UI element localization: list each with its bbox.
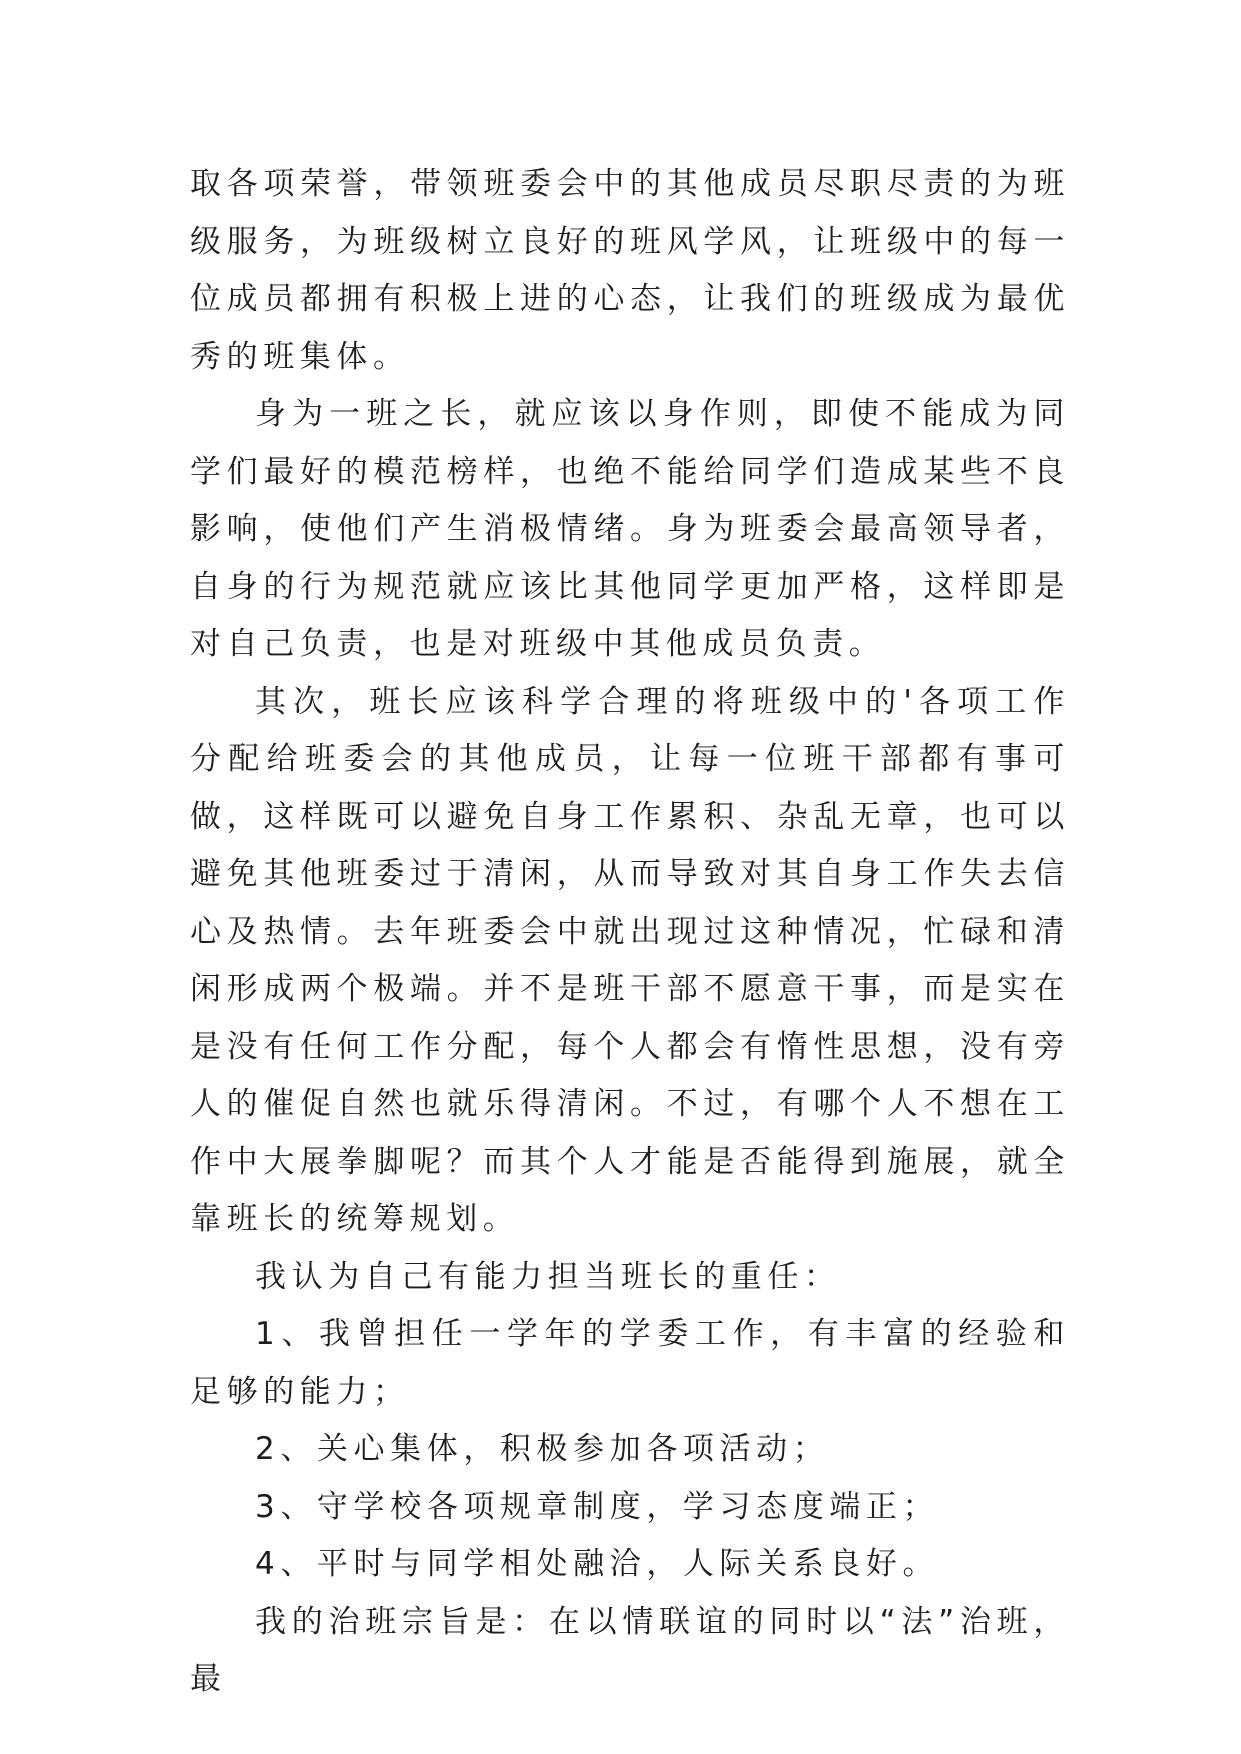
paragraph-4: 我认为自己有能力担当班长的重任： xyxy=(255,1258,841,1295)
document-body xyxy=(190,156,1070,1709)
paragraph-5: 我的治班宗旨是：在以情联谊的同时以“法”治班，最 xyxy=(190,1603,1070,1697)
list-item-4: 4、平时与同学相处融洽，人际关系良好。 xyxy=(255,1546,940,1582)
paragraph-1: 取各项荣誉，带领班委会中的其他成员尽职尽责的为班级服务，为班级树立良好的班风学风，让班级中的每一位成员都拥有积极上进的心态，让我们的班级成为最优秀的班集体。 xyxy=(190,166,1070,375)
paragraph-2: 身为一班之长，就应该以身作则，即使不能成为同学们最好的模范榜样，也绝不能给同学们造成某些不良影响，使他们产生消极情绪。身为班委会最高领导者，自身的行为规范就应该比其他同学更加严格，这样即是对自己负责，也是对班级中其他成员负责。 xyxy=(190,396,1070,662)
list-item-3: 3、守学校各项规章制度，学习态度端正； xyxy=(255,1488,940,1525)
paragraph-3: 其次，班长应该科学合理的将班级中的'各项工作分配给班委会的其他成员，让每一位班干部都有事可做，这样既可以避免自身工作累积、杂乱无章，也可以避免其他班委过于清闲，从而导致对其自身工作失去信心及热情。去年班委会中就出现过这种情况，忙碌和清闲形成两个极端。并不是班干部不愿意干事，而是实在是没有任何工作分配，每个人都会有惰性思想，没有旁人的催促自然也就乐得清闲。不过，有哪个人不想在工作中大展拳脚呢？而其个人才能是否能得到施展，就全靠班长的统筹规划。 xyxy=(190,683,1070,1237)
list-item-2: 2、关心集体，积极参加各项活动； xyxy=(255,1431,830,1467)
list-item-1: 1、我曾担任一学年的学委工作，有丰富的经验和足够的能力； xyxy=(190,1316,1070,1410)
